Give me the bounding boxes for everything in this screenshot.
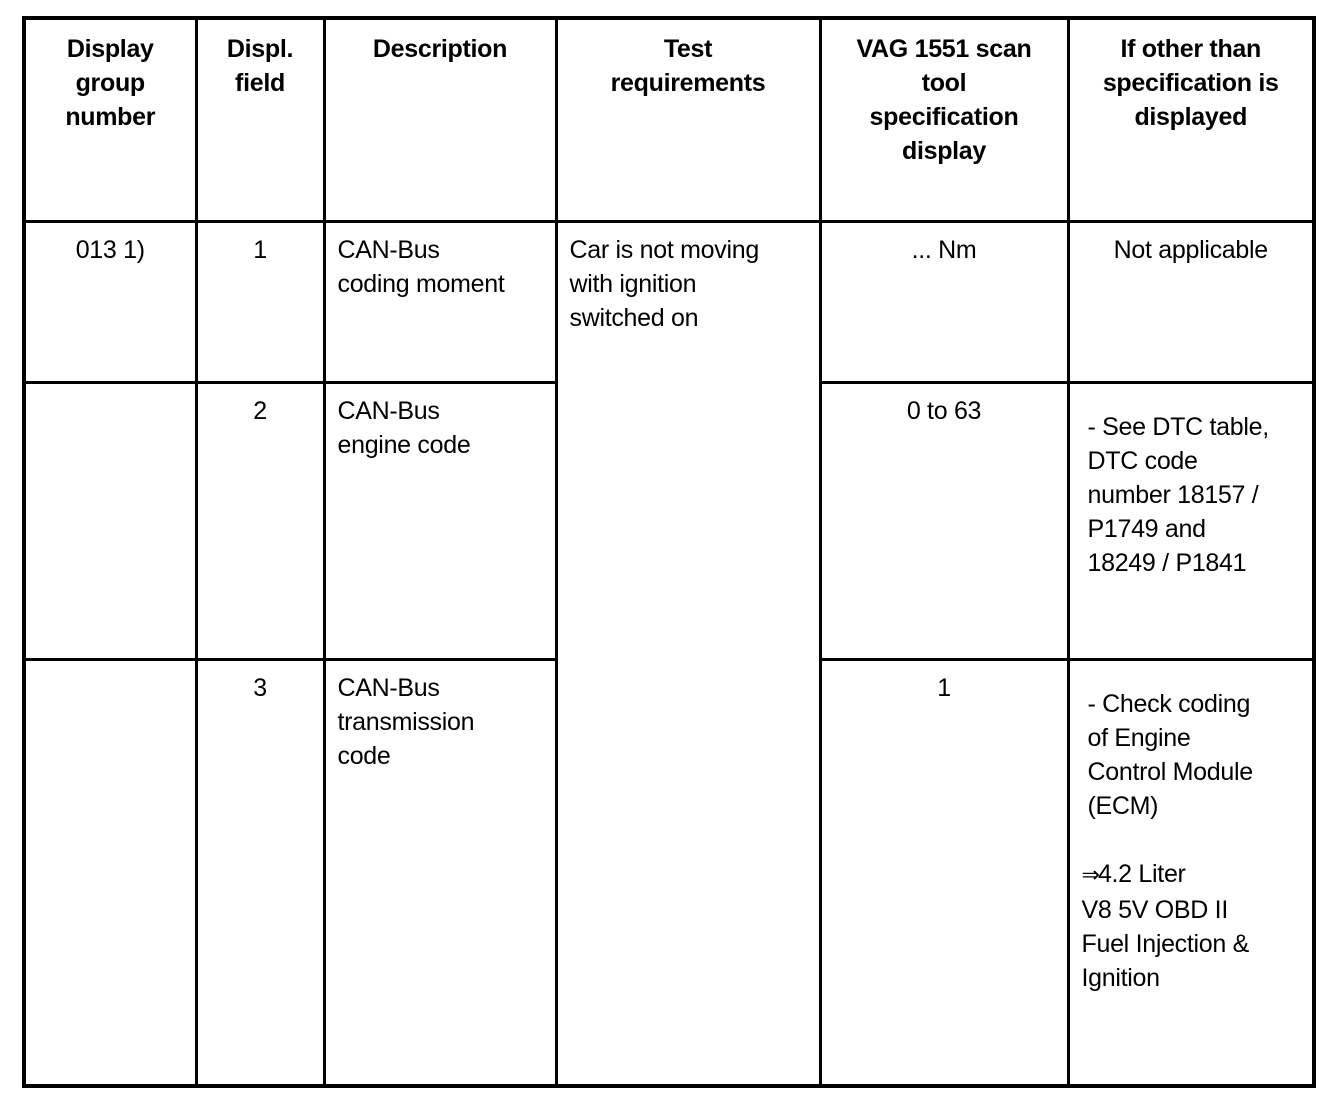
header-display-field: Displ. field xyxy=(196,18,324,222)
spacer xyxy=(1088,823,1303,857)
cell-if-other: - See DTC table, DTC code number 18157 / P1749 and 18249 / P1841 xyxy=(1068,383,1314,660)
header-display-group: Display group number xyxy=(24,18,196,222)
cell-group-number xyxy=(24,383,196,660)
header-row xyxy=(24,18,1314,222)
cell-if-other: - Check coding of Engine Control Module (ECM) ⇒4.2 Liter V8 5V OBD II Fuel Injection & Ignition xyxy=(1068,660,1314,1087)
cell-specification: ... Nm xyxy=(820,222,1068,383)
data-table xyxy=(22,16,1316,1088)
cell-description: CAN-Bus coding moment xyxy=(324,222,556,383)
cell-specification: 0 to 63 xyxy=(820,383,1068,660)
cell-if-other: Not applicable xyxy=(1068,222,1314,383)
double-arrow-right-icon: ⇒ xyxy=(1081,863,1098,888)
cell-description: CAN-Bus transmission code xyxy=(324,660,556,1087)
cell-specification: 1 xyxy=(820,660,1068,1087)
header-description: Description xyxy=(324,18,556,222)
header-test-requirements: Test requirements xyxy=(556,18,820,222)
reference-link[interactable]: ⇒4.2 Liter xyxy=(1081,860,1186,888)
header-if-other: If other than specification is displayed xyxy=(1068,18,1314,222)
cell-field: 2 xyxy=(196,383,324,660)
cell-group-number: 013 1) xyxy=(24,222,196,383)
cell-field: 3 xyxy=(196,660,324,1087)
cell-field: 1 xyxy=(196,222,324,383)
header-specification: VAG 1551 scan tool specification display xyxy=(820,18,1068,222)
cell-test-requirements: Car is not moving with ignition switched on xyxy=(556,222,820,1087)
cell-description: CAN-Bus engine code xyxy=(324,383,556,660)
cell-group-number xyxy=(24,660,196,1087)
table-row xyxy=(24,222,1314,383)
